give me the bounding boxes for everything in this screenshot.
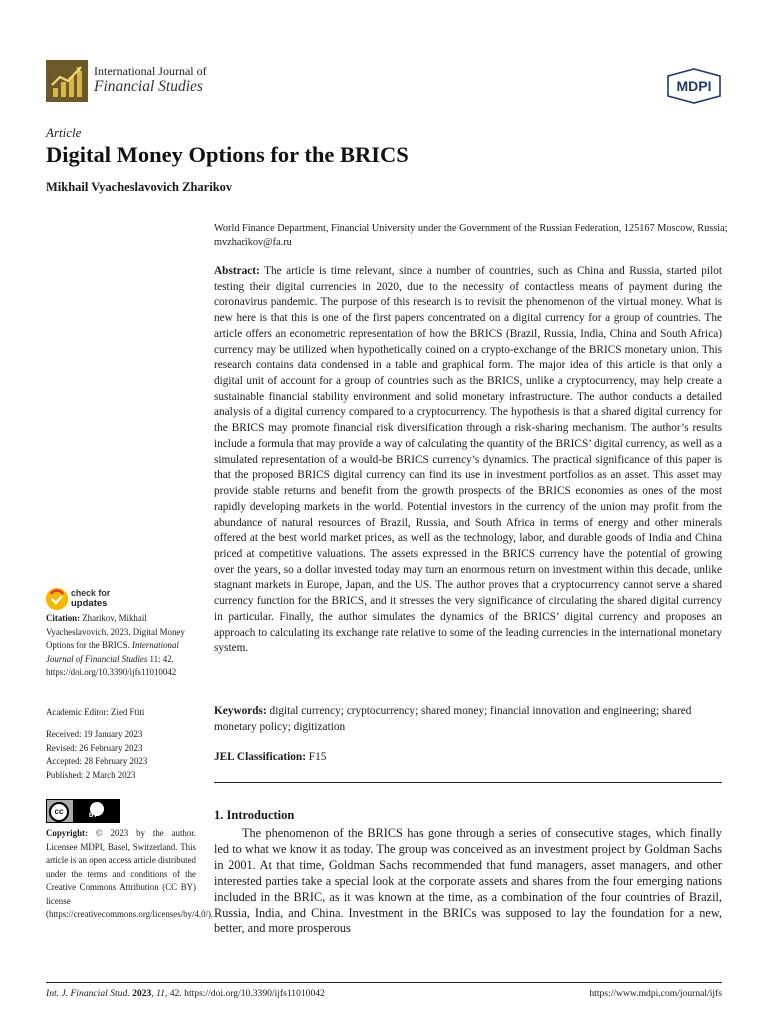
footer-citation: Int. J. Financial Stud. 2023, 11, 42. https://doi.org/10.3390/ijfs11010042: [46, 988, 325, 999]
author-affiliation: World Finance Department, Financial University under the Government of the Russian Federation, 125167 Moscow, Russia; mvzharikov@fa.ru: [214, 223, 728, 248]
section-heading-introduction: 1. Introduction: [214, 808, 295, 822]
keywords: [214, 704, 722, 735]
citation-text: Zharikov, Mikhail Vyacheslavovich. 2023. Digital Money Options for the BRICS.: [46, 613, 185, 650]
publisher-logo-text: MDPI: [676, 78, 712, 94]
footer-journal-url[interactable]: https://www.mdpi.com/journal/ijfs: [589, 988, 722, 999]
publisher-logo: [666, 68, 722, 104]
copyright-text: © 2023 by the author. Licensee MDPI, Basel, Switzerland. This article is an open access article distributed under the terms and conditions of the Creative Commons Attribution (CC BY) license (https://creativecommons.org/licenses/by/4.0/).: [46, 828, 214, 919]
date-accepted: Accepted: 28 February 2023: [46, 756, 148, 766]
footer-journal-abbrev: Int. J. Financial Stud.: [46, 988, 130, 999]
by-icon: [73, 800, 119, 822]
article-type: Article: [46, 125, 82, 140]
abstract-text: The article is time relevant, since a number of countries, such as China and Russia, started pilot testing their digital currencies in 2020, due to the necessity of contactless means of payment during the coronavirus pandemic. The purpose of this research is to revisit the phenomenon of the virtual money. What is new here is that this is one of the first papers concentrated on a digital currency for a group of countries. The article offers an econometric representation of how the BRICS (Brazil, Russia, India, China and South Africa) currency may be utilized when hypothetically coined on a crypto-exchange of the BRICS monetary union. This research contains data condensed in a table and graphical form. The major idea of this article is that only a digital unit of account for a group of countries such as the BRICS, unlike a cryptocurrency, may help create a sustainable financial stability environment and solid monetary infrastructure. The author conducts a detailed analysis of a digital currency compared to a cryptocurrency. The hypothesis is that a shared digital currency for the BRICS may promote financial risk diversification through a risk-sharing mechanism. The author’s results include a formula that may provide a way of calculating the quantity of the BRICS’ digital currency, as well as a simulated representation of a would-be BRICS currency’s dynamics. The practical significance of this paper is that the proposed BRICS digital currency can find its use in investment portfolios as an asset. This asset may provide stable returns and benefit from the growth prospects of the BRICS economies as ones of the most rapidly developing markets in the world. Potential investors in the currency of the union may profit from the abundance of natural resources of Brazil, Russia, and South Africa in terms of energy and other minerals offered at the best world market prices, as well as the technology, labor, and durable goods of India and China priced at competitive valuations. The assets expressed in the BRICS currency have the potential of growing over the years, so a dollar invested today may turn an enormous return on investment within this decade, unlike stagnant markets in Europe, Japan, and the US. The author proves that a cryptocurrency cannot serve a shared currency function for the BRICS, and it stresses the very significance of circulating the shared digital currency in particular. Finally, the author simulates the dynamics of the BRICS’ digital currency and proposes an approach to calculating its exchange rate relative to some of the leading currencies in the international monetary system.: [214, 265, 722, 655]
journal-logo: [46, 60, 88, 102]
jel-classification: [214, 750, 722, 766]
citation-journal: International Journal of Financial Studies: [46, 640, 179, 664]
date-revised: Revised: 26 February 2023: [46, 742, 143, 753]
citation-label: Citation:: [46, 613, 81, 623]
page-title: Digital Money Options for the BRICS: [46, 142, 409, 167]
publication-dates: [46, 728, 196, 782]
footer-divider: [46, 982, 722, 983]
check-updates-icon: [46, 588, 68, 610]
check-updates-line2: updates: [71, 598, 108, 609]
abstract-label: Abstract:: [214, 265, 260, 277]
by-label: BY: [89, 813, 98, 819]
cc-by-license-badge[interactable]: [46, 799, 120, 823]
footer-doi[interactable]: , 42. https://doi.org/10.3390/ijfs11010042: [164, 988, 325, 999]
abstract-divider: [214, 782, 722, 783]
footer-year: 2023: [132, 988, 152, 999]
keywords-label: Keywords:: [214, 705, 267, 717]
journal-name-line2: Financial Studies: [94, 78, 203, 95]
keywords-text: digital currency; cryptocurrency; shared money; financial innovation and engineering; shared monetary policy; digitization: [214, 705, 692, 733]
cc-icon: cc: [49, 802, 69, 822]
copyright-block: [46, 827, 214, 922]
journal-name-line1: International Journal of: [94, 64, 207, 78]
abstract: [214, 264, 722, 657]
jel-label: JEL Classification:: [214, 751, 306, 763]
mdpi-logo-icon: [666, 68, 722, 104]
introduction-paragraph: The phenomenon of the BRICS has gone through a series of consecutive stages, which finally led to what we know it as today. The group was conceived as an investment project by Goldman Sachs in 2001. At that time, Goldman Sachs recommended that fund managers, asset managers, and other interested parties take a special look at the corporate assets and shares from the four emerging nations included in the BRIC, as it was known at the time, as a combination of the four countries of Brazil, Russia, India, and China. Investment in the BRICs was supposed to lay the foundation for a new, better, and more prosperous: [214, 826, 722, 936]
citation-doi[interactable]: : 42. https://doi.org/10.3390/ijfs11010042: [46, 653, 177, 677]
author-name: Mikhail Vyacheslavovich Zharikov: [46, 180, 233, 194]
footer-volume: 11: [156, 988, 165, 999]
jel-code: F15: [308, 751, 327, 763]
chart-icon: [46, 60, 88, 102]
copyright-label: Copyright:: [46, 828, 88, 838]
check-for-updates-badge[interactable]: [46, 588, 136, 612]
academic-editor: Academic Editor: Zied Ftiti: [46, 707, 145, 717]
check-updates-line1: check for: [71, 588, 111, 598]
date-published: Published: 2 March 2023: [46, 769, 136, 780]
citation-block: [46, 612, 196, 680]
citation-volume: 11: [149, 653, 159, 664]
date-received: Received: 19 January 2023: [46, 729, 143, 739]
